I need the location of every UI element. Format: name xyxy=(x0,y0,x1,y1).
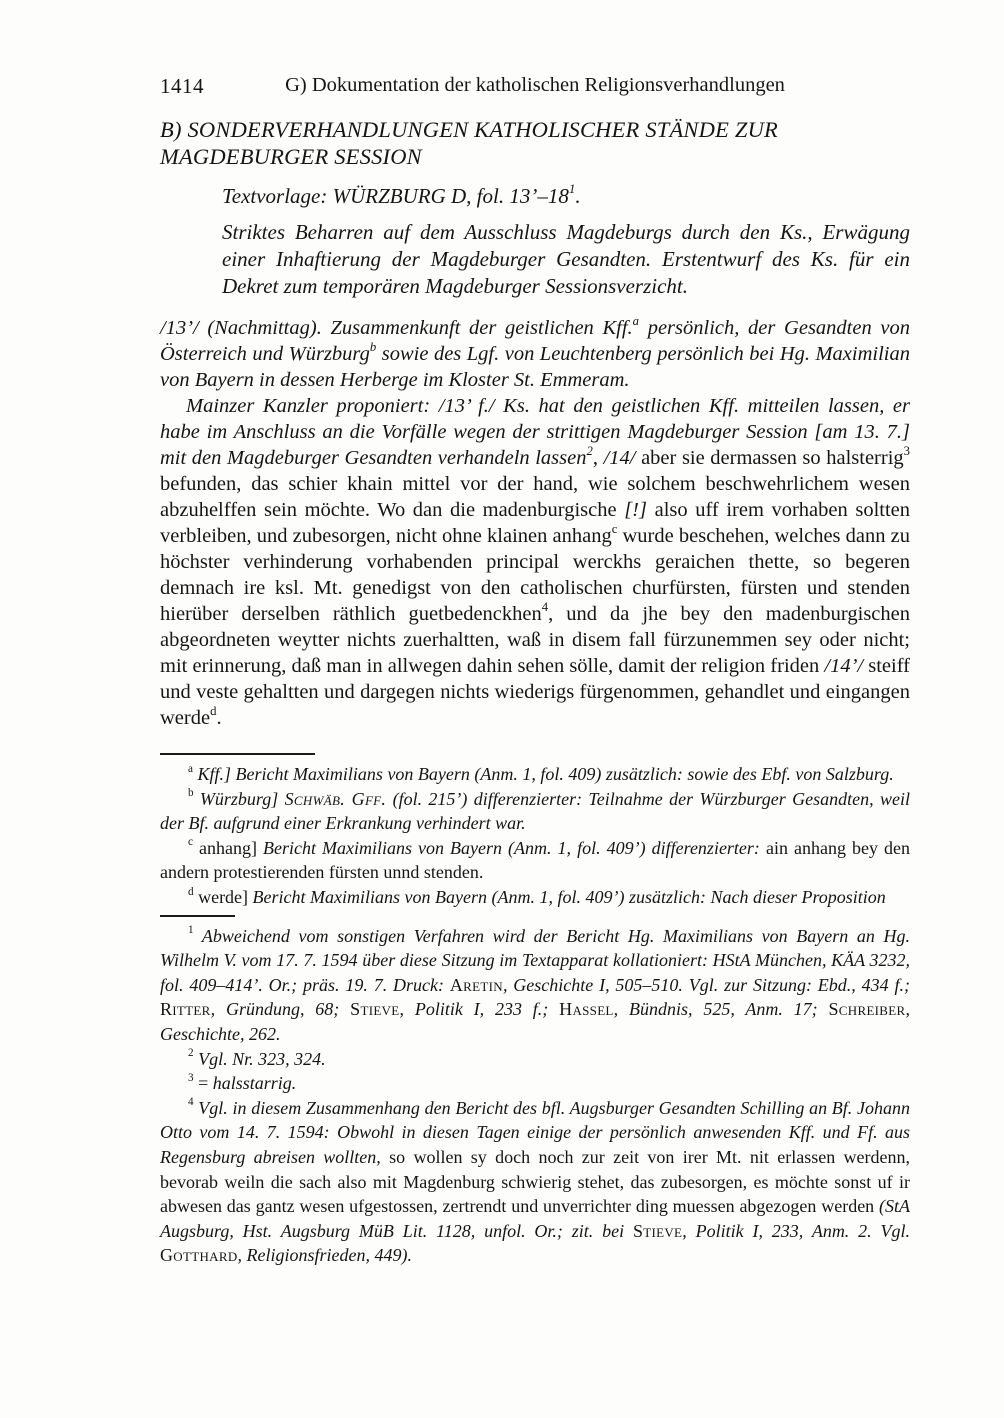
footnote-1 xyxy=(160,924,910,1047)
note-reference: 2 xyxy=(188,1047,194,1060)
text-run: wurde beschehen, welches dann zu höchster verhinderung vorhabenden principal werckhs geraichen thette, so begeren demnach ire ksl. Mt. genedigst von den catholischen churfürsten, fürsten und stenden hierüber derselben räthlich guetbedenckhen xyxy=(160,525,911,625)
textvorlage-line xyxy=(222,183,910,209)
text-run: also uff irem vorhaben soltten verbleiben, und zubesorgen, nicht ohne klainen anhang xyxy=(160,499,911,547)
text-run: steiff und veste gehaltten und dargegen nichts wiederigs fürgenommen, gehandlet und eingangen werde xyxy=(160,655,910,729)
text-run: Gotthard xyxy=(160,1245,238,1266)
text-run: Aretin xyxy=(449,974,503,995)
text-run: halsstarrig. xyxy=(212,1073,297,1094)
text-run: anhang] xyxy=(192,837,263,858)
note-reference: d xyxy=(188,885,194,898)
body-paragraph-2 xyxy=(160,393,910,731)
apparatus-note-b xyxy=(160,787,910,836)
regest-summary xyxy=(222,219,910,300)
note-reference: 1 xyxy=(188,924,194,937)
text-run: . xyxy=(575,184,581,208)
note-reference: c xyxy=(188,836,193,849)
footnote-rule xyxy=(160,915,235,917)
body-paragraph-1 xyxy=(160,315,910,393)
running-header xyxy=(160,74,910,100)
apparatus-note-a xyxy=(160,762,910,787)
text-run: Bericht Maximilians von Bayern (Anm. 1, fol. 409’) zusätzlich: Nach dieser Proposition xyxy=(252,886,886,907)
note-reference: b xyxy=(188,787,194,800)
apparatus-note-d xyxy=(160,885,910,910)
running-head-title: G) Dokumentation der katholischen Religionsverhandlungen xyxy=(285,74,785,96)
text-run: Mainzer Kanzler proponiert: /13’ f./ Ks. hat den geistlichen Kff. mitteilen lassen, er habe im Anschluss an die Vorfälle wegen der strittigen Magdeburger Session [am 13. 7.] mit den Magdeburger Gesandten verhandeln lassen xyxy=(160,395,910,469)
note-reference: 2 xyxy=(586,443,593,458)
text-run: /13’/ (Nachmittag). Zusammenkunft der geistlichen Kff. xyxy=(160,317,633,339)
note-reference: 1 xyxy=(568,181,576,197)
note-reference: a xyxy=(188,762,193,775)
text-run: , Geschichte, 262. xyxy=(160,999,910,1044)
text-run: persönlich, der Gesandten von Österreich und Würzburg xyxy=(160,317,910,365)
text-run: Würzburg] xyxy=(193,788,285,809)
text-run: Schwäb. Gff. xyxy=(284,788,387,809)
text-run: = xyxy=(193,1073,213,1094)
text-run: Kff.] Bericht Maximilians von Bayern (Anm. 1, fol. 409) zusätzlich: sowie des Ebf. von Salzburg. xyxy=(192,764,894,784)
apparatus-rule xyxy=(160,753,315,755)
text-run: Vgl. in diesem Zusammenhang den Bericht des bfl. Augsburger Gesandten Schilling an Bf. Johann Otto vom 14. 7. 1594: Obwohl in diesen Tagen einige der persönlich anwesenden Kff. und Ff. aus Regensburg abreisen wollten, xyxy=(160,1097,910,1167)
text-run: Abweichend vom sonstigen Verfahren wird der Bericht Hg. Maximilians von Bayern an Hg. Wilhelm V. vom 17. 7. 1594 über diese Sitzung im Textapparat kollationiert: HStA München, KÄA 3232, fol. 409–414’. Or.; präs. 19. 7. Druck: xyxy=(160,925,910,995)
footnote-3 xyxy=(160,1071,910,1096)
text-run: /14’/ xyxy=(824,655,864,677)
text-run: (fol. 215’) differenzierter: Teilnahme der Würzburger Gesandten, weil der Bf. aufgrund einer Erkrankung verhindert war. xyxy=(160,788,910,834)
footnotes xyxy=(160,924,910,1268)
text-run: aber sie dermassen so halsterrig xyxy=(635,447,904,469)
note-reference: b xyxy=(369,339,377,354)
text-run: , xyxy=(592,447,604,469)
section-heading: B) SONDERVERHANDLUNGEN KATHOLISCHER STÄNDE ZUR MAGDEBURGER SESSION xyxy=(160,117,778,169)
note-reference: 3 xyxy=(903,443,911,458)
text-run: werde] xyxy=(193,886,253,907)
note-reference: a xyxy=(632,313,640,328)
text-run: so wollen sy doch noch zur zeit von irer Mt. nit erlassen werdenn, bevorab weiln die sach also mit Magdenburg schwierig stehet, das zubesorgen, es möchte sonst uf ir abwesen das gantz wesen ufgestossen, zertrendt und unverrichter ding muessen abgezogen werden xyxy=(160,1146,911,1217)
text-run: , Politik I, 233, Anm. 2. Vgl. xyxy=(682,1220,910,1241)
text-run: . xyxy=(216,707,222,729)
body-text xyxy=(160,315,910,731)
text-run: ain anhang bey den andern protestierenden fürsten unnd stenden. xyxy=(160,837,910,883)
text-run: sowie des Lgf. von Leuchtenberg persönlich bei Hg. Maximilian von Bayern in dessen Herberge im Kloster St. Emmeram. xyxy=(160,343,910,391)
text-run: Textvorlage: WÜRZBURG D, fol. 13’–18 xyxy=(222,184,569,208)
text-run: Hassel xyxy=(559,999,614,1020)
footnote-2 xyxy=(160,1047,910,1072)
text-run: Ritter xyxy=(160,999,211,1020)
note-reference: c xyxy=(611,521,618,536)
text-run: Striktes Beharren auf dem Ausschluss Magdeburgs durch den Ks., Erwägung einer Inhaftierung der Magdeburger Gesandten. Erstentwurf des Ks. für ein Dekret zum temporären Magdeburger Sessionsverzicht. xyxy=(222,220,910,298)
note-reference: 3 xyxy=(188,1071,194,1084)
text-run: , Geschichte I, 505–510. Vgl. zur Sitzung: Ebd., 434 f.; xyxy=(502,974,910,995)
text-run: [!] xyxy=(624,499,647,521)
text-run: , Religionsfrieden, 449). xyxy=(237,1245,412,1266)
text-run: , Bündnis, 525, Anm. 17; xyxy=(613,999,829,1020)
text-run: Stieve xyxy=(350,999,400,1020)
text-run: , Politik I, 233 f.; xyxy=(399,999,560,1020)
text-run: befunden, das schier khain mittel vor der hand, wie solchem beschwehrlichem wesen abzuhelffen sein möchte. Wo dan die madenburgische xyxy=(160,473,910,521)
note-reference: d xyxy=(210,703,217,718)
text-run: /14/ xyxy=(603,447,636,469)
text-run: (StA Augsburg, Hst. Augsburg MüB Lit. 1128, unfol. Or.; zit. bei xyxy=(160,1196,910,1241)
apparatus-note-c xyxy=(160,836,910,885)
page-number: 1414 xyxy=(160,74,204,98)
text-run: , und da jhe bey den madenburgischen abgeordneten weytter nichts zuerhaltten, waß in disem fall fürzunemmen sey oder nicht; mit erinnerung, daß man in allwegen dahin sehen sölle, damit der religion friden xyxy=(160,603,910,677)
text-run: , Gründung, 68; xyxy=(210,999,351,1020)
apparatus-notes xyxy=(160,762,910,910)
text-run: Vgl. Nr. 323, 324. xyxy=(193,1048,326,1069)
note-reference: 4 xyxy=(188,1096,194,1109)
footnote-4 xyxy=(160,1096,910,1268)
text-run: Schreiber xyxy=(828,999,906,1020)
note-reference: 4 xyxy=(541,599,549,614)
text-run: Stieve xyxy=(632,1220,683,1241)
text-run: Bericht Maximilians von Bayern (Anm. 1, fol. 409’) differenzierter: xyxy=(262,837,766,858)
